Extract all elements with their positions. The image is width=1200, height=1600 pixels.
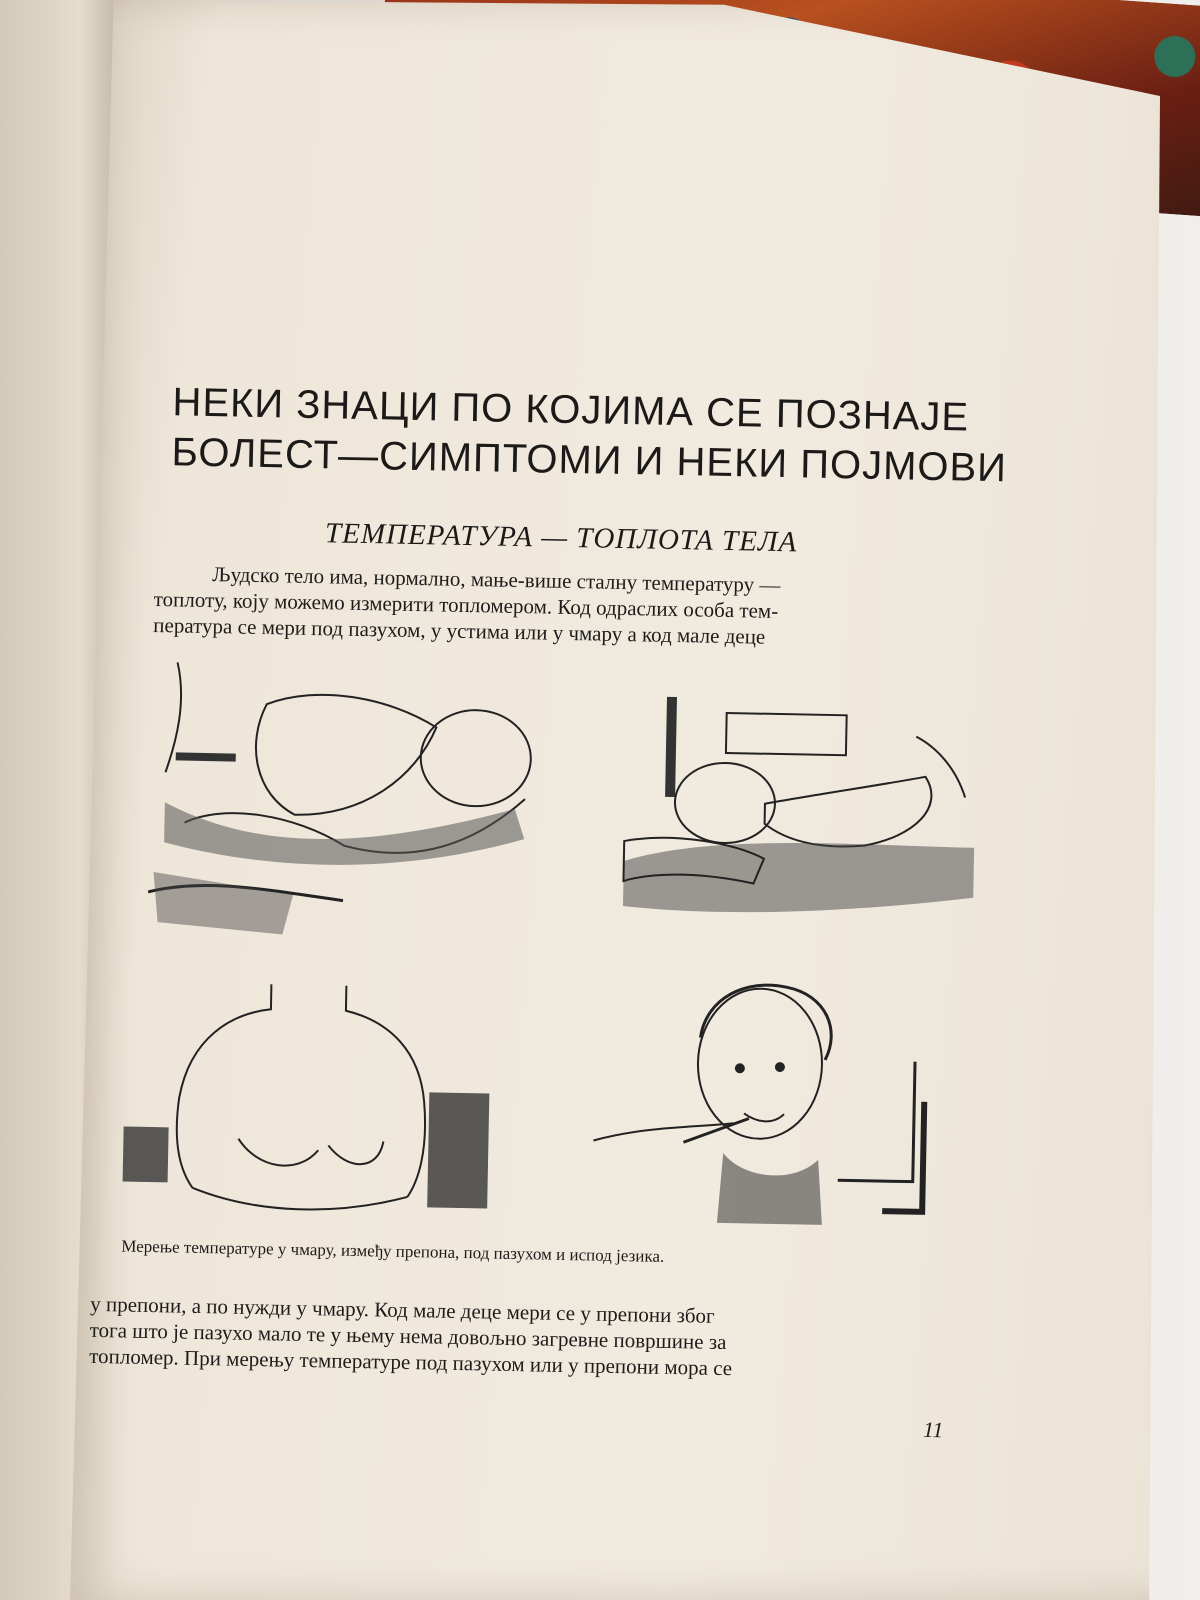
page-title (171, 377, 1013, 493)
section-heading: ТЕМПЕРАТУРА — ТОПЛОТА ТЕЛА (324, 517, 798, 559)
paragraph-line: топлоту, коју можемо измерити топломером. Код одраслих особа тем- (153, 586, 779, 623)
illustration-oral (582, 975, 957, 1232)
figure-caption: Мерење температуре у чмару, између препона, под пазухом и испод језика. (121, 1236, 665, 1266)
title-line-2: БОЛЕСТ—СИМПТОМИ И НЕКИ ПОЈМОВИ (171, 430, 1008, 491)
paragraph-line: тога што је пазухо мало те у њему нема довољно загревне површине за (89, 1317, 727, 1355)
illustration-baby-groin (612, 691, 987, 938)
illustration-armpit (117, 976, 501, 1218)
page-number: 11 (922, 1416, 944, 1443)
paragraph-line: у препони, а по нужди у чмару. Код мале деце мери се у препони због (90, 1291, 715, 1328)
paragraph-line: Људско тело има, нормално, мање-више сталну температуру — (212, 562, 781, 597)
continuation-paragraph (89, 1291, 970, 1386)
intro-paragraph (153, 560, 994, 654)
illustration-baby-rectal (142, 642, 548, 950)
paragraph-line: топломер. При мерењу температуре под пазухом или у препони мора се (89, 1343, 733, 1381)
paragraph-line: пература се мери под пазухом, у устима или у чмару а код мале деце (153, 612, 766, 649)
title-line-1: НЕКИ ЗНАЦИ ПО КОЈИМА СЕ ПОЗНАЈЕ (172, 380, 970, 440)
